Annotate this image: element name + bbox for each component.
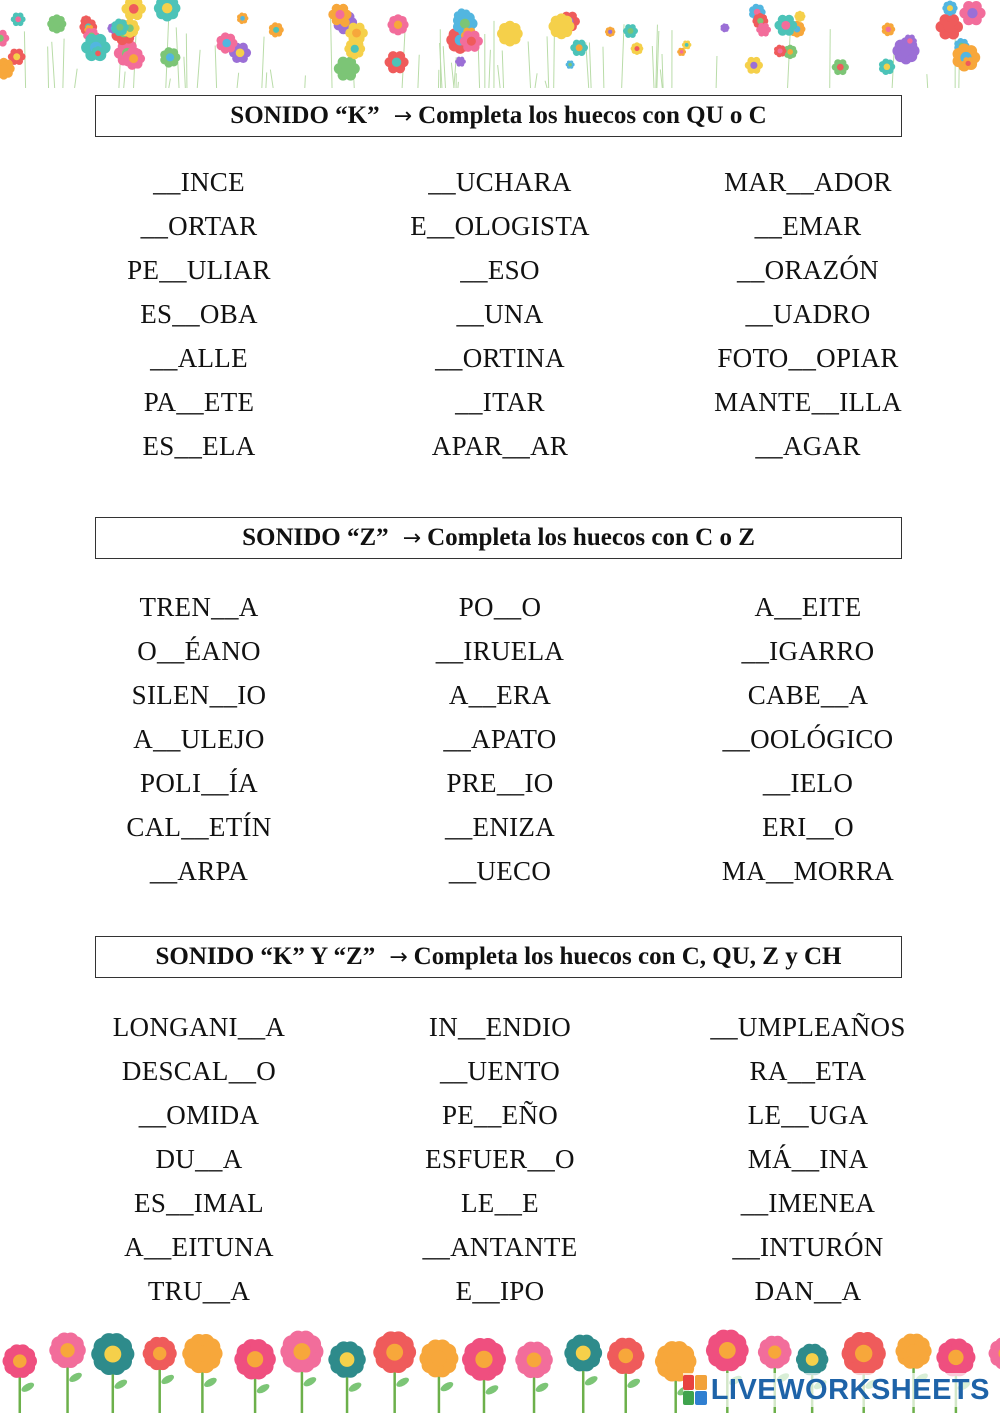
flower-icon <box>160 47 180 68</box>
word-cell[interactable]: __IGARRO <box>741 635 875 666</box>
word-cell[interactable]: __UECO <box>448 855 552 886</box>
flower-icon <box>280 1331 323 1373</box>
flower-icon <box>385 51 409 73</box>
word-cell[interactable]: PA__ETE <box>143 386 255 417</box>
flower-icon <box>47 14 66 33</box>
word-cell[interactable]: TRU__A <box>147 1275 251 1306</box>
word-cell[interactable]: __ANTANTE <box>422 1231 578 1262</box>
word-cell[interactable]: A__EITE <box>754 591 862 622</box>
word-row <box>95 761 905 805</box>
word-cell[interactable]: FOTO__OPIAR <box>717 342 899 373</box>
flower-icon <box>570 40 588 56</box>
arrow-icon: → <box>389 944 408 970</box>
flower-border-icon <box>0 0 1000 88</box>
word-row <box>95 160 905 204</box>
word-cell[interactable]: ES__IMAL <box>134 1187 264 1218</box>
flower-icon <box>623 24 638 38</box>
flower-icon <box>607 1338 644 1374</box>
word-cell[interactable]: __ORAZÓN <box>737 254 879 285</box>
flower-icon <box>11 12 26 26</box>
section-2-title-prefix: SONIDO “Z” <box>242 524 389 551</box>
flower-icon <box>419 1340 458 1378</box>
section-1-title-instruction: Completa los huecos con QU o C <box>418 102 767 129</box>
flower-icon <box>0 30 9 47</box>
flower-icon <box>121 0 146 20</box>
word-row <box>95 629 905 673</box>
word-cell[interactable]: POLI__ÍA <box>140 767 258 798</box>
word-cell[interactable]: __ESO <box>460 254 540 285</box>
word-cell[interactable]: __UADRO <box>745 298 871 329</box>
word-cell[interactable]: __IRUELA <box>435 635 565 666</box>
word-cell[interactable]: __EMAR <box>754 210 862 241</box>
bottom-flower-banner <box>0 1325 1000 1413</box>
word-cell[interactable]: LE__E <box>461 1187 539 1218</box>
word-cell[interactable]: __ENIZA <box>444 811 556 842</box>
word-row <box>95 1225 905 1269</box>
word-row <box>95 336 905 380</box>
word-cell[interactable]: LE__UGA <box>747 1099 869 1130</box>
section-3-title-instruction: Completa los huecos con C, QU, Z y CH <box>413 943 842 970</box>
word-cell[interactable]: IN__ENDIO <box>428 1011 572 1042</box>
word-cell[interactable]: __ORTAR <box>140 210 258 241</box>
flower-icon <box>387 14 408 35</box>
word-row <box>95 673 905 717</box>
word-cell[interactable]: PE__EÑO <box>441 1099 559 1130</box>
flower-icon <box>143 1337 177 1370</box>
section-2-word-grid <box>95 585 905 893</box>
word-row <box>95 380 905 424</box>
liveworksheets-logo[interactable] <box>683 1373 990 1407</box>
word-row <box>95 1137 905 1181</box>
flower-icon <box>455 57 466 67</box>
word-cell[interactable]: DAN__A <box>754 1275 862 1306</box>
flower-icon <box>758 1336 792 1369</box>
word-cell[interactable]: __APATO <box>443 723 557 754</box>
word-cell[interactable]: A__ERA <box>448 679 552 710</box>
liveworksheets-mark-icon <box>683 1375 707 1405</box>
flower-icon <box>989 1337 1000 1369</box>
section-2-title <box>95 517 902 559</box>
word-cell[interactable]: __UMPLEAÑOS <box>710 1011 906 1042</box>
word-cell[interactable]: TREN__A <box>139 591 259 622</box>
word-cell[interactable]: __OOLÓGICO <box>722 723 894 754</box>
flower-icon <box>328 1341 365 1377</box>
word-row <box>95 424 905 468</box>
word-row <box>95 248 905 292</box>
word-cell[interactable]: PRE__IO <box>446 767 554 798</box>
flower-icon <box>373 1331 416 1373</box>
word-cell[interactable]: __ALLE <box>150 342 248 373</box>
word-cell[interactable]: CAL__ETÍN <box>126 811 272 842</box>
word-row <box>95 805 905 849</box>
flower-icon <box>631 42 644 55</box>
arrow-icon: → <box>402 525 422 551</box>
flower-icon <box>549 13 575 39</box>
word-cell[interactable]: ESFUER__O <box>425 1143 575 1174</box>
word-cell[interactable]: __INCE <box>153 166 245 197</box>
word-row <box>95 1093 905 1137</box>
word-cell[interactable]: __AGAR <box>755 430 861 461</box>
word-cell[interactable]: __ITAR <box>455 386 545 417</box>
flower-icon <box>515 1342 553 1378</box>
flower-icon <box>959 1 985 25</box>
word-cell[interactable]: A__EITUNA <box>124 1231 274 1262</box>
word-cell[interactable]: MAR__ADOR <box>724 166 892 197</box>
top-flower-banner <box>0 0 1000 88</box>
flower-icon <box>566 61 575 69</box>
word-row <box>95 1181 905 1225</box>
word-cell[interactable]: __UCHARA <box>428 166 572 197</box>
flower-icon <box>497 21 523 47</box>
flower-icon <box>237 13 248 25</box>
flower-icon <box>879 59 895 75</box>
flower-icon <box>936 14 963 39</box>
section-1-title <box>95 95 902 137</box>
word-cell[interactable]: E__IPO <box>455 1275 545 1306</box>
word-cell[interactable]: __UNA <box>456 298 544 329</box>
word-cell[interactable]: O__ÉANO <box>137 635 261 666</box>
word-row <box>95 717 905 761</box>
section-3-title-prefix: SONIDO “K” Y “Z” <box>155 943 376 970</box>
word-row <box>95 1269 905 1313</box>
flower-icon <box>564 1335 602 1372</box>
word-cell[interactable]: ERI__O <box>762 811 854 842</box>
flower-icon <box>882 23 895 37</box>
word-cell[interactable]: RA__ETA <box>749 1055 867 1086</box>
word-cell[interactable]: MANTE__ILLA <box>714 386 902 417</box>
word-cell[interactable]: MA__MORRA <box>721 855 895 886</box>
flower-icon <box>721 23 730 32</box>
word-cell[interactable]: PO__O <box>458 591 542 622</box>
flower-icon <box>706 1330 749 1372</box>
flower-icon <box>234 1339 276 1379</box>
section-1-title-prefix: SONIDO “K” <box>230 102 380 129</box>
flower-icon <box>91 46 105 60</box>
word-cell[interactable]: __IELO <box>762 767 854 798</box>
word-row <box>95 585 905 629</box>
word-cell[interactable]: LONGANI__A <box>112 1011 286 1042</box>
flower-icon <box>462 1338 506 1381</box>
word-cell[interactable]: CABE__A <box>747 679 869 710</box>
flower-icon <box>745 57 763 74</box>
flower-icon <box>49 1333 86 1368</box>
word-row <box>95 849 905 893</box>
section-3-word-grid <box>95 1005 905 1313</box>
word-row <box>95 204 905 248</box>
word-cell[interactable]: A__ULEJO <box>133 723 265 754</box>
flower-icon <box>832 59 849 75</box>
word-row <box>95 1005 905 1049</box>
flower-icon <box>269 22 284 37</box>
flower-icon <box>942 0 957 15</box>
word-cell[interactable]: __UENTO <box>439 1055 561 1086</box>
word-cell[interactable]: PE__ULIAR <box>127 254 271 285</box>
word-cell[interactable]: __IMENEA <box>740 1187 876 1218</box>
flower-icon <box>216 32 237 53</box>
flower-icon <box>936 1338 975 1376</box>
flower-icon <box>794 11 805 22</box>
word-cell[interactable]: __OMIDA <box>138 1099 260 1130</box>
word-cell[interactable]: DU__A <box>155 1143 243 1174</box>
word-row <box>95 1049 905 1093</box>
flower-icon <box>91 1333 134 1375</box>
word-cell[interactable]: __ORTINA <box>435 342 565 373</box>
flower-icon <box>774 45 787 58</box>
word-cell[interactable]: __ARPA <box>149 855 249 886</box>
word-cell[interactable]: SILEN__IO <box>131 679 267 710</box>
flower-icon <box>154 0 181 21</box>
arrow-icon: → <box>393 103 413 129</box>
word-cell[interactable]: E__OLOGISTA <box>410 210 590 241</box>
flower-icon <box>796 1344 828 1375</box>
word-row <box>95 292 905 336</box>
section-2-title-instruction: Completa los huecos con C o Z <box>427 524 755 551</box>
word-cell[interactable]: MÁ__INA <box>747 1143 869 1174</box>
word-cell[interactable]: APAR__AR <box>431 430 569 461</box>
section-1-word-grid <box>95 160 905 468</box>
flower-icon <box>842 1332 886 1375</box>
section-3-title <box>95 936 902 978</box>
flower-icon <box>182 1334 222 1373</box>
logo-text: LIVEWORKSHEETS <box>710 1373 990 1406</box>
word-cell[interactable]: DESCAL__O <box>121 1055 277 1086</box>
flower-icon <box>605 27 615 37</box>
word-cell[interactable]: ES__OBA <box>140 298 258 329</box>
flower-icon <box>895 1334 931 1369</box>
flower-icon <box>334 57 360 81</box>
word-cell[interactable]: __INTURÓN <box>732 1231 884 1262</box>
flower-icon <box>3 1344 37 1377</box>
word-cell[interactable]: ES__ELA <box>142 430 256 461</box>
